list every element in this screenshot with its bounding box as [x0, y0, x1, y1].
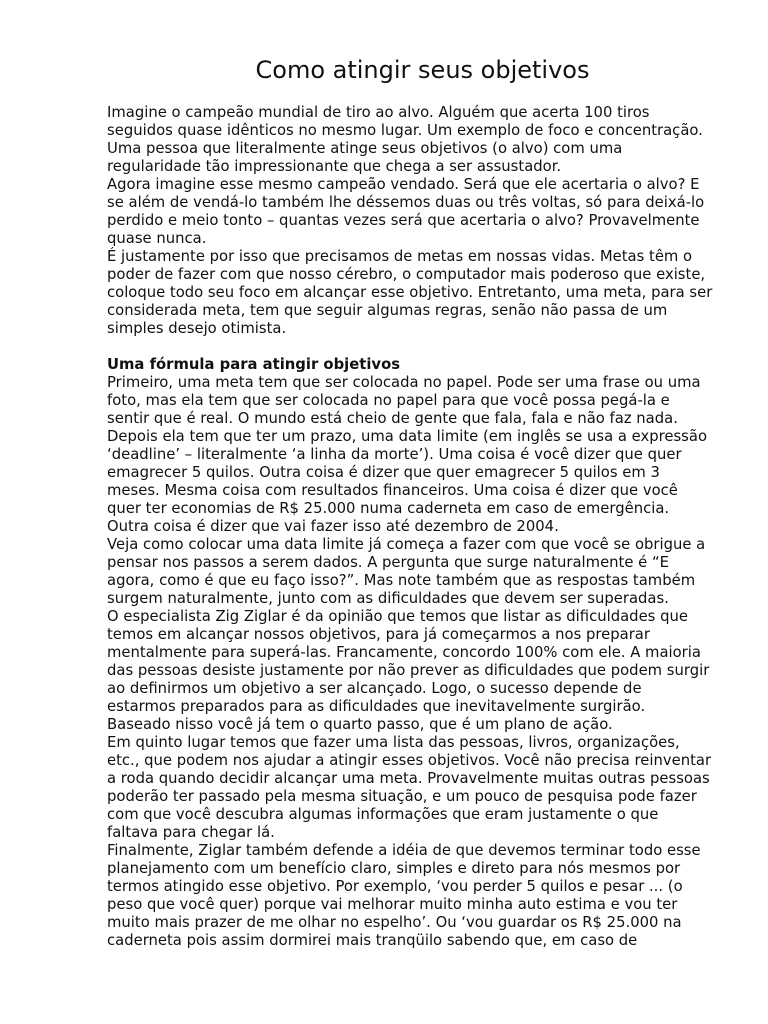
- paragraph-section-1: Primeiro, uma meta tem que ser colocada no papel. Pode ser uma frase ou uma foto, mas ela tem que ser colocada no papel para que você possa pegá-la e sentir que é real. O mundo está cheio de gente que fala, fala e não faz nada.: [107, 374, 701, 427]
- paragraph-intro-3: É justamente por isso que precisamos de metas em nossas vidas. Metas têm o poder de fazer com que nosso cérebro, o computador mais poderoso que existe, coloque todo seu foco em alcançar esse objetivo. Entretanto, uma meta, para ser considerada meta, tem que seguir algumas regras, senão não passa de um simples desejo otimista.: [107, 248, 713, 337]
- paragraph-section-3: Veja como colocar uma data limite já começa a fazer com que você se obrigue a pensar nos passos a serem dados. A pergunta que surge naturalmente é “E agora, como é que eu faço isso?”. Mas note também que as respostas também surgem naturalmente, junto com as dificuldades que devem ser superadas.: [107, 536, 706, 607]
- paragraph-section-2: Depois ela tem que ter um prazo, uma data limite (em inglês se usa a expressão ‘deadline’ – literalmente ‘a linha da morte’). Uma coisa é você dizer que quer emagrecer 5 quilos. Outra coisa é dizer que quer emagrecer 5 quilos em 3 meses. Mesma coisa com resultados financeiros. Uma coisa é dizer que você quer ter economias de R$ 25.000 numa caderneta em caso de emergência. Outra coisa é dizer que vai fazer isso até dezembro de 2004.: [107, 428, 708, 535]
- paragraph-intro-2: Agora imagine esse mesmo campeão vendado. Será que ele acertaria o alvo? E se além de vendá-lo também lhe déssemos duas ou três voltas, só para deixá-lo perdido e meio tonto – quantas vezes será que acertaria o alvo? Provavelmente quase nunca.: [107, 176, 705, 247]
- paragraph-section-4: O especialista Zig Ziglar é da opinião que temos que listar as dificuldades que temos em alcançar nossos objetivos, para já começarmos a nos preparar mentalmente para superá-las. Francamente, concordo 100% com ele. A maioria das pessoas desiste justamente por não prever as dificuldades que podem surgir ao definirmos um objetivo a ser alcançado. Logo, o sucesso depende de estarmos preparados para as dificuldades que inevitavelmente surgirão.: [107, 608, 710, 715]
- paragraph-intro-1: Imagine o campeão mundial de tiro ao alvo. Alguém que acerta 100 tiros seguidos quase idênticos no mesmo lugar. Um exemplo de foco e concentração. Uma pessoa que literalmente atinge seus objetivos (o alvo) com uma regularidade tão impressionante que chega a ser assustador.: [107, 104, 703, 175]
- paragraph-section-5: Baseado nisso você já tem o quarto passo, que é um plano de ação.: [107, 716, 613, 733]
- section-heading: Uma fórmula para atingir objetivos: [107, 356, 401, 373]
- page-title: Como atingir seus objetivos: [255, 56, 590, 84]
- paragraph-section-6: Em quinto lugar temos que fazer uma lista das pessoas, livros, organizações, etc., que podem nos ajudar a atingir esses objetivos. Você não precisa reinventar a roda quando decidir alcançar uma meta. Provavelmente muitas outras pessoas poderão ter passado pela mesma situação, e um pouco de pesquisa pode fazer com que você descubra algumas informações que eram justamente o que faltava para chegar lá.: [107, 734, 712, 841]
- paragraph-section-7: Finalmente, Ziglar também defende a idéia de que devemos terminar todo esse planejamento com um benefício claro, simples e direto para nós mesmos por termos atingido esse objetivo. Por exemplo, ‘vou perder 5 quilos e pesar ... (o peso que você quer) porque vai melhorar muito minha auto estima e vou ter muito mais prazer de me olhar no espelho’. Ou ‘vou guardar os R$ 25.000 na caderneta pois assim dormirei mais tranqüilo sabendo que, em caso de: [107, 842, 701, 949]
